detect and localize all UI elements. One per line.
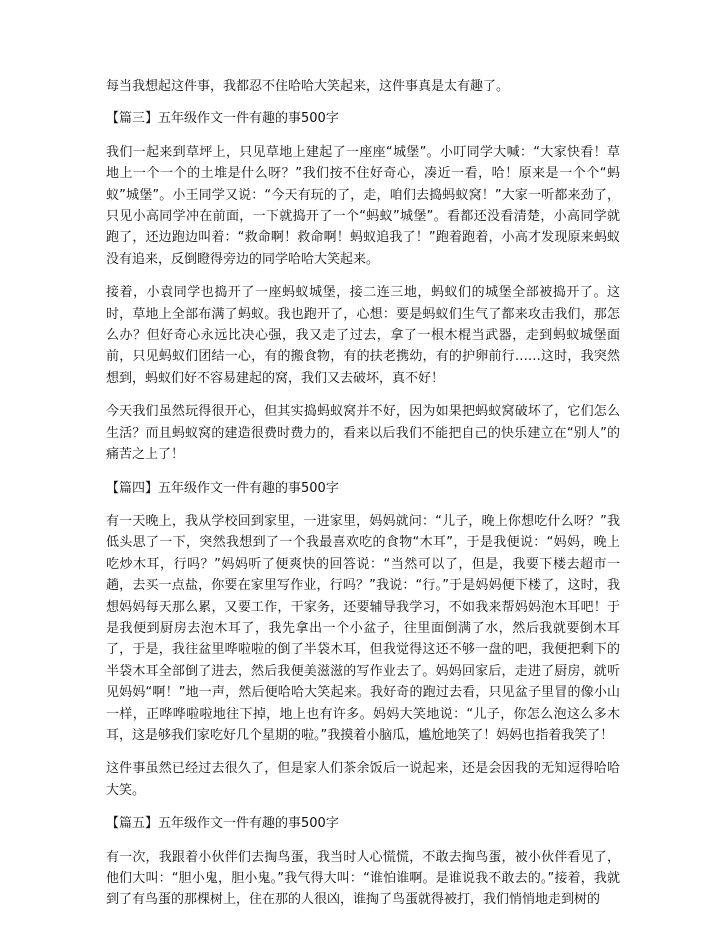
- intro-paragraph: 每当我想起这件事，我都忍不住哈哈大笑起来，这件事真是太有趣了。: [106, 79, 510, 94]
- section-heading-3: 【篇三】五年级作文一件有趣的事500字: [106, 111, 339, 127]
- section-5-paragraph-1: 有一次，我跟着小伙伴们去掏鸟蛋，我当时人心慌慌，不敢去掏鸟蛋，被小伙伴看见了，他们大叫：“胆小鬼，胆小鬼。”我气得大叫：“谁怕谁啊。是谁说我不敢去的。”接着，我就到了有鸟蛋的那棵树上，住在那的人很凶，谁掏了鸟蛋就得被打，我们悄悄地走到树的: [106, 849, 620, 908]
- section-heading-4: 【篇四】五年级作文一件有趣的事500字: [106, 480, 339, 496]
- section-4-paragraph-1: 有一天晚上，我从学校回到家里，一进家里，妈妈就问：“儿子，晚上你想吃什么呀？”我低头思了一下，突然我想到了一个我最喜欢吃的食物“木耳”，于是我便说：“妈妈，晚上吃炒木耳，行吗？”妈妈听了便爽快的回答说：“当然可以了，但是，我要下楼去超市一趟，去买一点盐，你要在家里写作业，行吗？”我说：“行。”于是妈妈便下楼了，这时，我想妈妈每天那么累，又要工作，干家务，还要辅导我学习，不如我来帮妈妈泡木耳吧！于是我便到厨房去泡木耳了，我先拿出一个小盆子，往里面倒满了水，然后我就要倒木耳了，于是，我往盆里哗啦啦的倒了半袋木耳，但我觉得这还不够一盘的吧，我便把剩下的半袋木耳全部倒了进去，然后我便美滋滋的写作业去了。妈妈回家后，走进了厨房，就听见妈妈“啊！”地一声，然后便哈哈大笑起来。我好奇的跑过去看，只见盆子里冒的像小山一样，正哗哗啦啦地往下掉，地上也有许多。妈妈大笑地说：“儿子，你怎么泡这么多木耳，这是够我们家吃好几个星期的啦。”我摸着小脑瓜，尴尬地笑了！妈妈也指着我笑了！: [106, 513, 620, 743]
- section-heading-5: 【篇五】五年级作文一件有趣的事500字: [106, 816, 339, 832]
- section-3-paragraph-3: 今天我们虽然玩得很开心，但其实捣蚂蚁窝并不好，因为如果把蚂蚁窝破坏了，它们怎么生活？而且蚂蚁窝的建造很费时费力的，看来以后我们不能把自己的快乐建立在“别人”的痛苦之上了！: [106, 404, 620, 463]
- section-4-paragraph-2: 这件事虽然已经过去很久了，但是家人们茶余饭后一说起来，还是会因我的无知逗得哈哈大笑。: [106, 761, 620, 798]
- section-3-paragraph-1: 我们一起来到草坪上，只见草地上建起了一座座“城堡”。小叮同学大喊：“大家快看！草地上一个一个的土堆是什么呀？”我们按不住好奇心，凑近一看，哈！原来是一个个“蚂蚁”城堡”。小王同学又说：“今天有玩的了，走，咱们去捣蚂蚁窝！”大家一听都来劲了，只见小高同学冲在前面，一下就捣开了一个“蚂蚁”城堡”。看都还没看清楚，小高同学就跑了，还边跑边叫着：“救命啊！救命啊！蚂蚁追我了！”跑着跑着，小高才发现原来蚂蚁没有追来，反倒瞪得旁边的同学哈哈大笑起来。: [106, 144, 620, 267]
- section-3-paragraph-2: 接着，小袁同学也捣开了一座蚂蚁城堡，接二连三地，蚂蚁们的城堡全部被捣开了。这时，草地上全部布满了蚂蚁。我也跑开了，心想：要是蚂蚁们生气了都来攻击我们，那怎么办？但好奇心永远比决心强，我又走了过去，拿了一根木棍当武器，走到蚂蚁城堡面前，只见蚂蚁们团结一心，有的搬食物，有的扶老携幼，有的护卵前行……这时，我突然想到，蚂蚁们好不容易建起的窝，我们又去破坏，真不好！: [106, 285, 620, 386]
- document-body: [106, 76, 620, 911]
